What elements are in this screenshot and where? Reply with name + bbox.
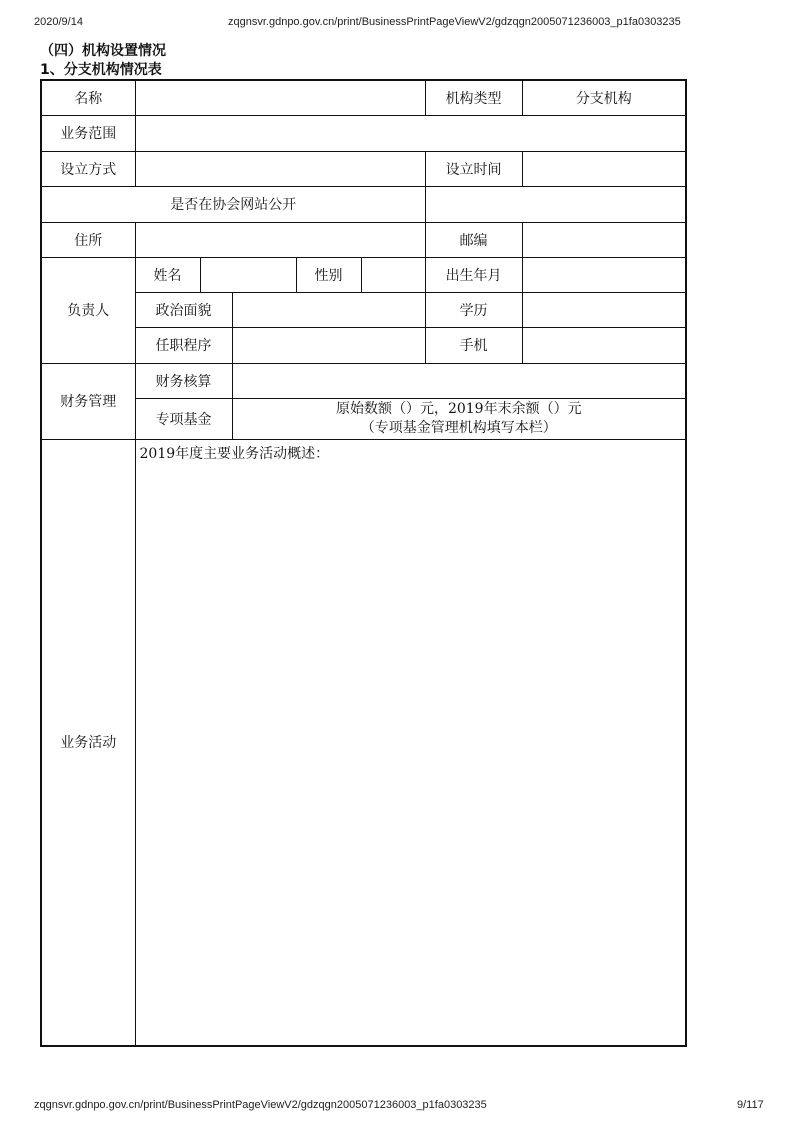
postcode-value[interactable]: [522, 222, 686, 257]
setup-method-label: 设立方式: [41, 151, 135, 186]
row-finance-1: [41, 363, 686, 398]
mobile-value[interactable]: [522, 327, 686, 363]
print-url-header: zqgnsvr.gdnpo.gov.cn/print/BusinessPrintPageViewV2/gdzqgn2005071236003_p1fa0303235: [228, 16, 681, 28]
public-on-site-value[interactable]: [425, 186, 686, 222]
row-finance-2: [41, 398, 686, 439]
political-value[interactable]: [232, 292, 425, 327]
print-url-footer: zqgnsvr.gdnpo.gov.cn/print/BusinessPrintPageViewV2/gdzqgn2005071236003_p1fa0303235: [34, 1099, 487, 1111]
row-address: [41, 222, 686, 257]
row-business-scope: [41, 115, 686, 151]
mobile-label: 手机: [425, 327, 522, 363]
activity-label: 业务活动: [41, 439, 135, 1046]
org-type-value[interactable]: 分支机构: [522, 80, 686, 115]
address-label: 住所: [41, 222, 135, 257]
row-person-2: [41, 292, 686, 327]
education-label: 学历: [425, 292, 522, 327]
person-name-value[interactable]: [200, 257, 296, 292]
page-number: 9/117: [737, 1099, 764, 1111]
birth-label: 出生年月: [425, 257, 522, 292]
row-name: [41, 80, 686, 115]
appointment-label: 任职程序: [135, 327, 232, 363]
person-name-label: 姓名: [135, 257, 200, 292]
setup-method-value[interactable]: [135, 151, 425, 186]
special-fund-line-1: 原始数额（）元，2019年末余额（）元: [335, 400, 582, 417]
person-in-charge-label: 负责人: [41, 257, 135, 363]
education-value[interactable]: [522, 292, 686, 327]
special-fund-value[interactable]: [232, 398, 686, 439]
section-heading: （四）机构设置情况: [40, 43, 166, 59]
row-activity: [41, 439, 686, 1046]
section-subheading: 1、分支机构情况表: [40, 62, 162, 78]
row-person-3: [41, 327, 686, 363]
accounting-value[interactable]: [232, 363, 686, 398]
row-public: [41, 186, 686, 222]
setup-time-label: 设立时间: [425, 151, 522, 186]
name-label: 名称: [41, 80, 135, 115]
finance-label: 财务管理: [41, 363, 135, 439]
row-person-1: [41, 257, 686, 292]
activity-summary-cell[interactable]: [135, 439, 686, 1046]
business-scope-value[interactable]: [135, 115, 686, 151]
postcode-label: 邮编: [425, 222, 522, 257]
setup-time-value[interactable]: [522, 151, 686, 186]
birth-value[interactable]: [522, 257, 686, 292]
special-fund-line-2: （专项基金管理机构填写本栏）: [360, 419, 557, 436]
activity-summary-label: 2019年度主要业务活动概述：: [139, 445, 330, 462]
name-value[interactable]: [135, 80, 425, 115]
org-type-label: 机构类型: [425, 80, 522, 115]
accounting-label: 财务核算: [135, 363, 232, 398]
appointment-value[interactable]: [232, 327, 425, 363]
row-setup: [41, 151, 686, 186]
special-fund-label: 专项基金: [135, 398, 232, 439]
branch-info-table: [40, 79, 687, 1047]
gender-value[interactable]: [361, 257, 425, 292]
address-value[interactable]: [135, 222, 425, 257]
political-label: 政治面貌: [135, 292, 232, 327]
public-on-site-label: 是否在协会网站公开: [41, 186, 425, 222]
gender-label: 性别: [296, 257, 361, 292]
print-date: 2020/9/14: [34, 16, 83, 28]
business-scope-label: 业务范围: [41, 115, 135, 151]
